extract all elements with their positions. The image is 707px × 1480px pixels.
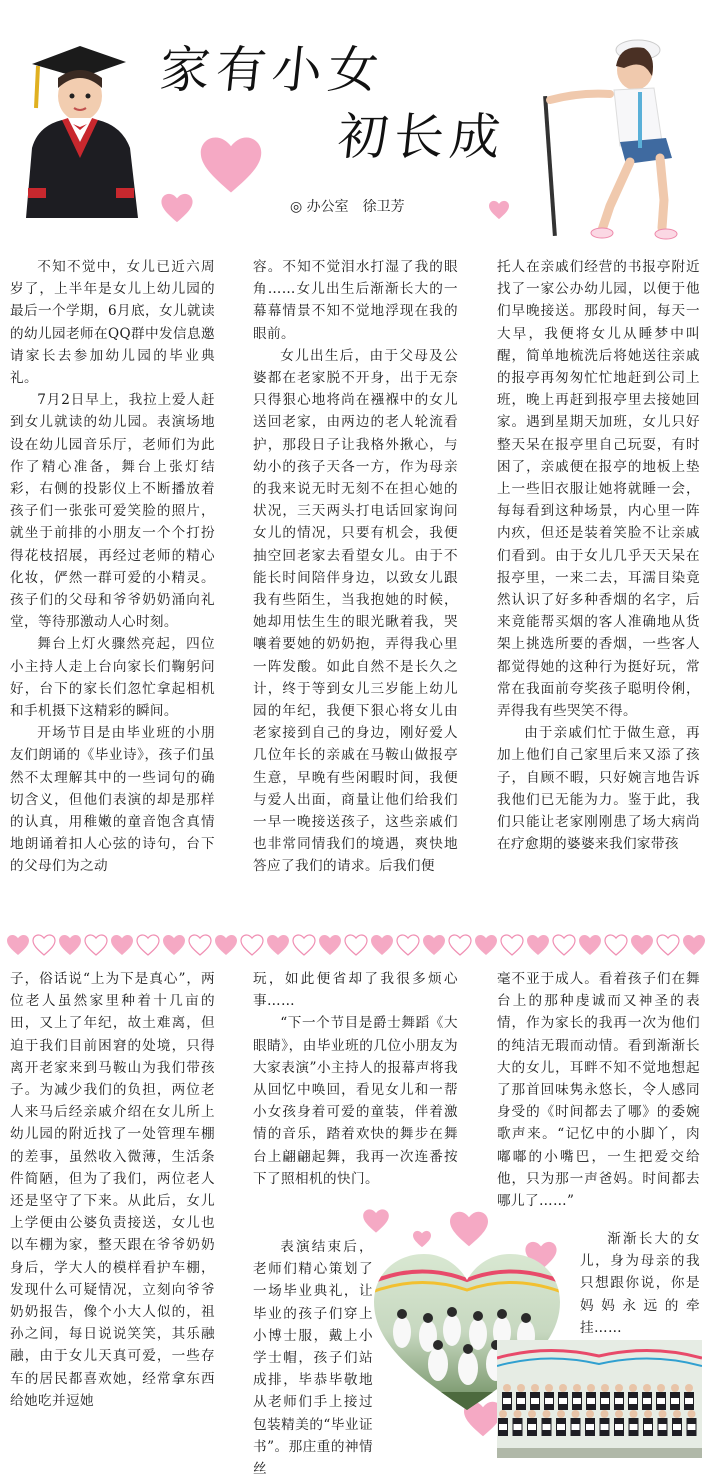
paragraph: 容。不知不觉泪水打湿了我的眼角……女儿出生后渐渐长大的一幕幕情景不知不觉地浮现在我的眼前。 — [253, 259, 458, 342]
paragraph: 7月2日早上，我拉上爱人赶到女儿就读的幼儿园。表演场地设在幼儿园音乐厅，老师们为此作了精心准备，舞台上张灯结彩，右侧的投影仪上不断播放着孩子们一张张可爱笑脸的照片，就坐于前排的小朋友一个个打扮得花枝招展，再经过老师的精心化妆，俨然一群可爱的小精灵。孩子们的父母和爷爷奶奶涌向礼堂，等待那激动人心时刻。 — [10, 392, 215, 631]
paragraph: 子，俗话说“上为下是真心”，两位老人虽然家里种着十几亩的田，又上了年纪，故土难离，但迫于我们目前困窘的处境，只得离开老家来到马鞍山为我们带孩子。为减少我们的负担，两位老人来马后经亲戚介绍在女儿所上幼儿园的附近找了一处管理车棚的差事，虽然收入微薄，生活条件简陋，但为了我们，两位老人还是坚守了下来。从此后，女儿上学便由公婆负责接送，女儿也以车棚为家，整天跟在爷爷奶奶身后，学大人的模样看护车棚，发现什么可疑情况，立刻向爷爷奶奶报告，像个小大人似的，祖孙之间，每日说说笑笑，其乐融融，由于女儿天真可爱，一些存车的居民都喜欢她，经常拿东西给她吃并逗她 — [10, 971, 215, 1409]
graduate-girl-image — [18, 38, 143, 218]
article-column-1 — [10, 256, 215, 878]
heart-icon — [362, 1208, 390, 1234]
article-column-6 — [497, 968, 700, 1212]
byline: ◎ 办公室 徐卫芳 — [290, 199, 405, 215]
paragraph: “下一个节目是爵士舞蹈《大眼睛》，由毕业班的几位小朋友为大家表演”小主持人的报幕声将我从回忆中唤回，看见女儿和一帮小女孩身着可爱的童装，伴着激情的音乐，踏着欢快的舞步在舞台上翩翩起舞，我再一次连番按下了照相机的快门。 — [253, 1015, 458, 1187]
article-column-2 — [253, 256, 458, 878]
heart-icon — [85, 935, 107, 955]
heart-icon — [475, 935, 497, 955]
heart-icon — [449, 935, 471, 955]
heart-icon — [448, 1210, 490, 1248]
heart-icon — [241, 935, 263, 955]
heart-icon — [657, 935, 679, 955]
heart-icon — [33, 935, 55, 955]
paragraph: 舞台上灯火骤然亮起，四位小主持人走上台向家长们鞠躬问好，台下的家长们忽忙拿起相机和手机摄下这精彩的瞬间。 — [10, 636, 215, 720]
heart-icon — [267, 935, 289, 955]
heart-icon — [579, 935, 601, 955]
heart-icon — [683, 935, 705, 955]
heart-icon — [371, 935, 393, 955]
paragraph: 不知不觉中，女儿已近六周岁了，上半年是女儿上幼儿园的最后一个学期，6月底，女儿就读的幼儿园老师在QQ群中发信息邀请家长去参加幼儿园的毕业典礼。 — [10, 259, 216, 387]
heart-icon — [412, 1230, 432, 1248]
paragraph: 渐渐长大的女儿，身为母亲的我只想跟你说，你是妈妈永远的牵挂…… — [580, 1231, 700, 1336]
heart-icon — [59, 935, 81, 955]
heart-icon — [501, 935, 523, 955]
heart-icon — [631, 935, 653, 955]
article-column-3 — [497, 256, 700, 855]
paragraph: 开场节目是由毕业班的小朋友们朗诵的《毕业诗》，孩子们虽然不太理解其中的一些词句的确切含义，但他们表演的却是那样的认真，用稚嫩的童音饱含真情地朗诵着扣人心弦的诗句，台下的父母们为之动 — [10, 725, 215, 875]
heart-icon — [7, 935, 29, 955]
paragraph: 托人在亲戚们经营的书报亭附近找了一家公办幼儿园，以便于他们早晚接送。那段时间，每天一大早，我便将女儿从睡梦中叫醒，简单地梳洗后将她送往亲戚的报亭再匆匆忙忙地赶到公司上班，晚上再赶到报亭里去接她回家。遇到星期天加班，女儿只好整天呆在报亭里自己玩耍，有时困了，亲戚便在报亭的地板上垫上一些旧衣服让她将就睡一会，每每看到这种场景，内心里一阵内疚，但还是装着笑脸不让亲戚们看到。由于女儿几乎天天呆在报亭里，一来二去，耳濡目染竟然认识了好多种香烟的名字，后来竟能帮买烟的客人准确地从货架上挑选所要的香烟，一些客人都觉得她的这种行为挺好玩，常常在我面前夸奖孩子聪明伶俐，弄得我有些哭笑不得。 — [497, 259, 700, 720]
paragraph: 毫不亚于成人。看着孩子们在舞台上的那种虔诚而又神圣的表情，作为家长的我再一次为他们的纯洁无瑕而动情。看到渐渐长大的女儿，耳畔不知不觉地想起了那首回味隽永悠长，令人感同身受的《时间都去了哪》的委婉歌声来。“记忆中的小脚丫，肉嘟嘟的小嘴巴，一生把爱交给他，只为那一声爸妈。时间都去哪儿了……” — [497, 971, 700, 1210]
paragraph: 玩，如此便省却了我很多烦心事…… — [253, 971, 458, 1010]
heart-icon — [605, 935, 627, 955]
article-column-5b — [253, 1236, 373, 1480]
heart-icon — [160, 192, 194, 224]
heart-icon — [553, 935, 575, 955]
article-column-6b — [580, 1228, 700, 1339]
heart-icon — [488, 200, 510, 220]
heart-icon — [423, 935, 445, 955]
heart-icon — [293, 935, 315, 955]
paragraph: 表演结束后，老师们精心策划了一场毕业典礼，让毕业的孩子们穿上小博士服，戴上小学士帽，孩子们站成排，毕恭毕敬地从老师们手上接过包装精美的“毕业证书”。那庄重的神情丝 — [253, 1239, 373, 1478]
heart-divider — [0, 934, 707, 956]
heart-icon — [527, 935, 549, 955]
dancing-girl-image — [540, 30, 690, 245]
heart-icon — [111, 935, 133, 955]
heart-icon — [215, 935, 237, 955]
paragraph: 女儿出生后，由于父母及公婆都在老家脱不开身，出于无奈只得狠心地将尚在襁褓中的女儿送回老家，由两边的老人轮流看护，那段日子让我格外揪心，与幼小的孩子天各一方，作为母亲的我来说无时无刻不在担心她的状况，三天两头打电话回家询问女儿的情况，只要有机会，我便抽空回老家去看望女儿。由于不能长时间陪伴身边，以致女儿跟我有些陌生，当我抱她的时候，她却用怯生生的眼光瞅着我，哭嚷着要她的奶奶抱，弄得我心里一阵发酸。如此自然不是长久之计，终于等到女儿三岁能上幼儿园的年纪，我便下狠心将女儿由老家接到自己的身边，刚好爱人几位年长的亲戚在马鞍山做报亭生意，早晚有些闲暇时间，我便与爱人出面，商量让他们给我们一早一晚接送孩子，这些亲戚们也非常同情我们的境遇，爽快地答应了我们的请求。后我们便 — [253, 347, 458, 875]
heart-icon — [137, 935, 159, 955]
title-line-2: 初长成 — [334, 108, 510, 166]
heart-icon — [345, 935, 367, 955]
title-line-1: 家有小女 — [156, 41, 388, 99]
article-column-5 — [253, 968, 458, 1190]
article-column-4 — [10, 968, 215, 1412]
heart-icon — [397, 935, 419, 955]
heart-icon — [319, 935, 341, 955]
paragraph: 由于亲戚们忙于做生意，再加上他们自己家里后来又添了孩子，自顾不暇，只好婉言地告诉我他们已无能为力。鉴于此，我们只能让老家刚刚患了场大病尚在疗愈期的婆婆来我们家带孩 — [497, 725, 700, 853]
heart-icon — [189, 935, 211, 955]
heart-icon — [198, 134, 264, 196]
graduation-group-photo — [497, 1340, 702, 1458]
heart-icon — [163, 935, 185, 955]
